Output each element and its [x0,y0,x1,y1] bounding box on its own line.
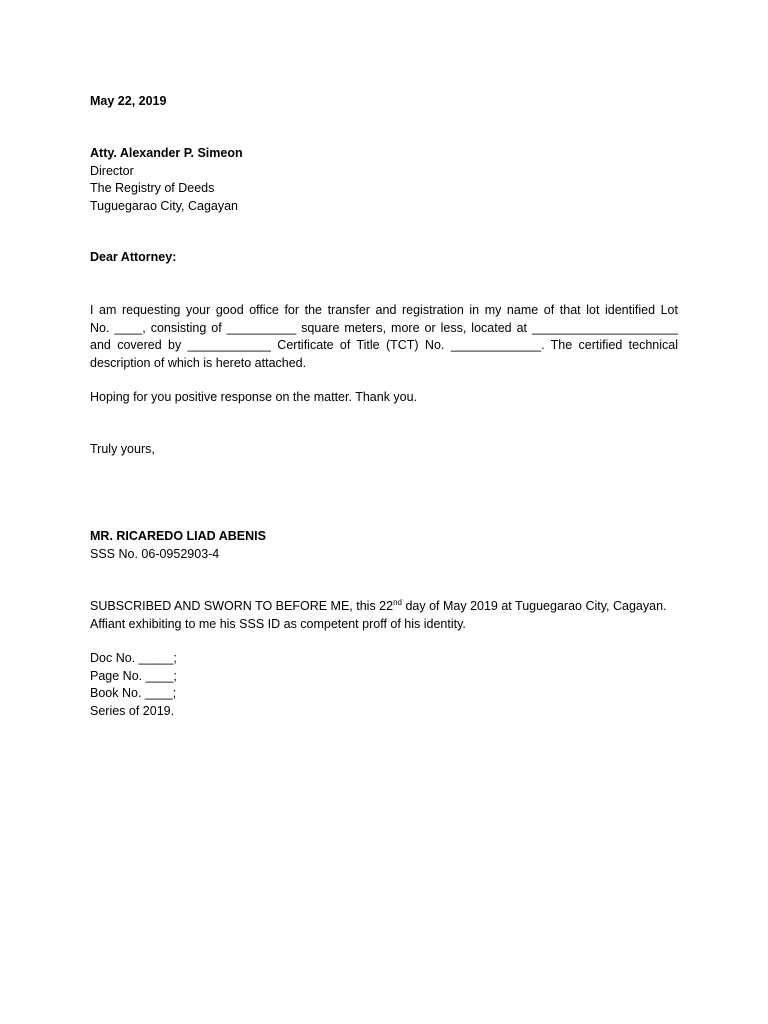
jurat-line-1 [90,598,678,616]
body-closing-sentence: Hoping for you positive response on the matter. Thank you. [90,390,418,404]
closing-block [90,441,678,459]
notarial-register-block [90,650,678,720]
body-line-2: No. ____, consisting of __________ square meters, more or less, located at _____________________ [90,320,678,335]
jurat-ordinal-suffix: nd [393,597,402,607]
recipient-office: The Registry of Deeds [90,181,215,195]
letter-date: May 22, 2019 [90,94,167,108]
signatory-block [90,528,678,563]
series: Series of 2019. [90,703,175,718]
body-line-3: and covered by ____________ Certificate of Title (TCT) No. _____________. The certified technical [90,338,678,352]
jurat-block [90,598,678,633]
signatory-name: MR. RICAREDO LIAD ABENIS [90,529,266,543]
letter-date-block [90,93,678,111]
salutation: Dear Attorney: [90,250,177,264]
jurat-text-start: SUBSCRIBED AND SWORN TO BEFORE ME, this 22 [90,599,394,613]
body-line-1: I am requesting your good office for the transfer and registration in my name of that lot identified Lot [90,303,678,317]
recipient-title: Director [90,163,134,178]
body-paragraph-1 [90,302,678,372]
doc-no: Doc No. _____; [90,651,177,665]
recipient-name: Atty. Alexander P. Simeon [90,146,243,160]
complimentary-close: Truly yours, [90,442,155,456]
recipient-block [90,145,678,215]
page-no: Page No. ____; [90,668,177,683]
recipient-address: Tuguegarao City, Cagayan [90,198,239,213]
salutation-block [90,249,678,267]
jurat-text-end: day of May 2019 at Tuguegarao City, Cagayan. [401,599,667,613]
jurat-line-2: Affiant exhibiting to me his SSS ID as competent proff of his identity. [90,616,466,631]
signatory-sss: SSS No. 06-0952903-4 [90,546,220,561]
body-line-4: description of which is hereto attached. [90,355,307,370]
book-no: Book No. ____; [90,686,177,700]
body-paragraph-2 [90,389,678,407]
